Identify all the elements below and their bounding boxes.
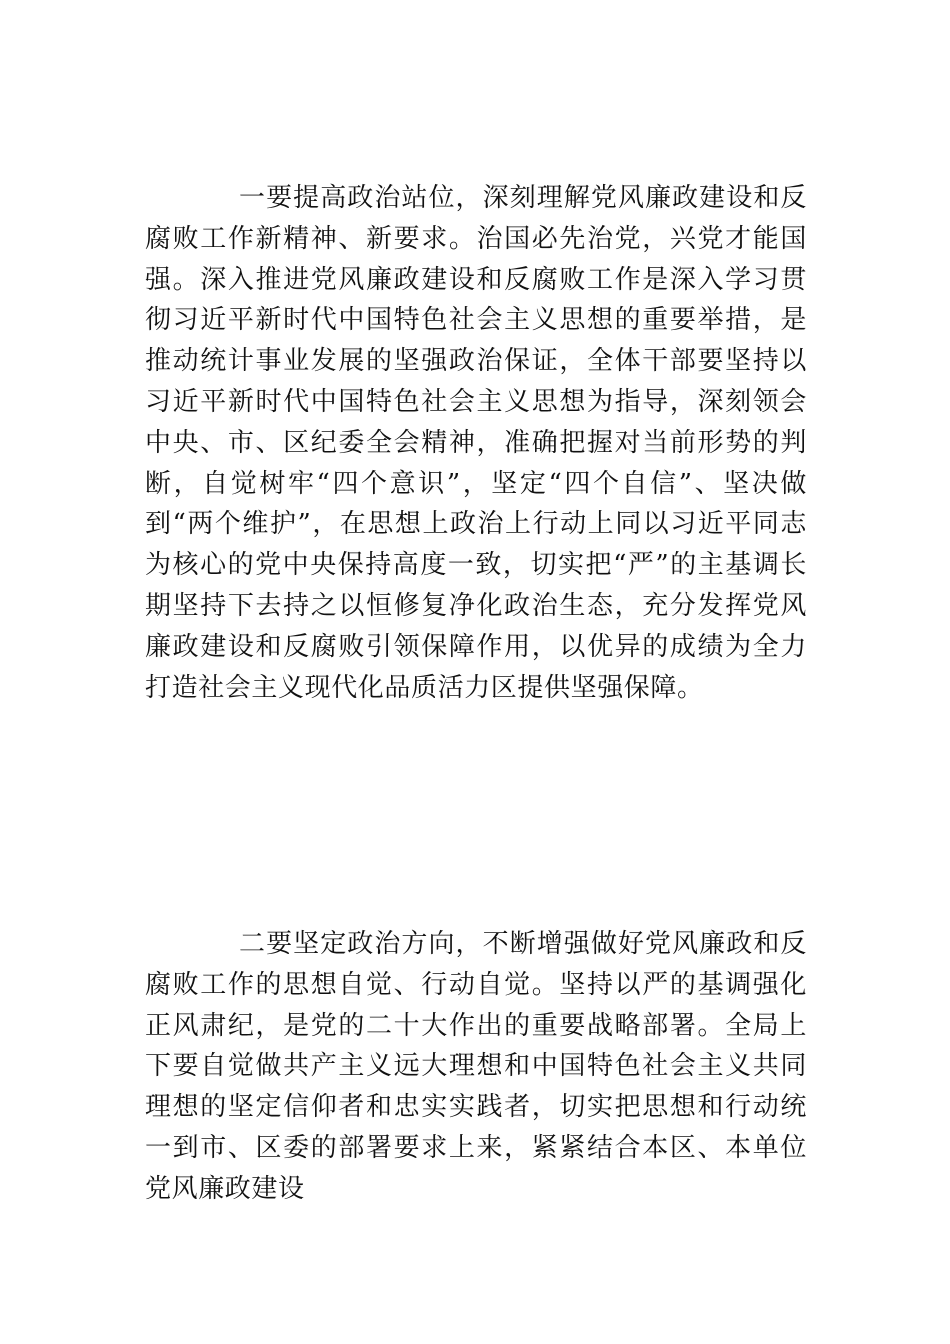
paragraph-political-direction: 二要坚定政治方向，不断增强做好党风廉政和反腐败工作的思想自觉、行动自觉。坚持以严的基调强化正风肃纪，是党的二十大作出的重要战略部署。全局上下要自觉做共产主义远大理想和中国特色社会主义共同理想的坚定信仰者和忠实实践者，切实把思想和行动统一到市、区委的部署要求上来，紧紧结合本区、本单位党风廉政建设 [145,929,807,1204]
paragraph-political-position: 一要提高政治站位，深刻理解党风廉政建设和反腐败工作新精神、新要求。治国必先治党，兴党才能国强。深入推进党风廉政建设和反腐败工作是深入学习贯彻习近平新时代中国特色社会主义思想的重要举措，是推动统计事业发展的坚强政治保证，全体干部要坚持以习近平新时代中国特色社会主义思想为指导，深刻领会中央、市、区纪委全会精神，准确把握对当前形势的判断，自觉树牢“四个意识”，坚定“四个自信”、坚决做到“两个维护”，在思想上政治上行动上同以习近平同志为核心的党中央保持高度一致，切实把“严”的主基调长期坚持下去持之以恒修复净化政治生态，充分发挥党风廉政建设和反腐败引领保障作用，以优异的成绩为全力打造社会主义现代化品质活力区提供坚强保障。 [145,183,807,703]
